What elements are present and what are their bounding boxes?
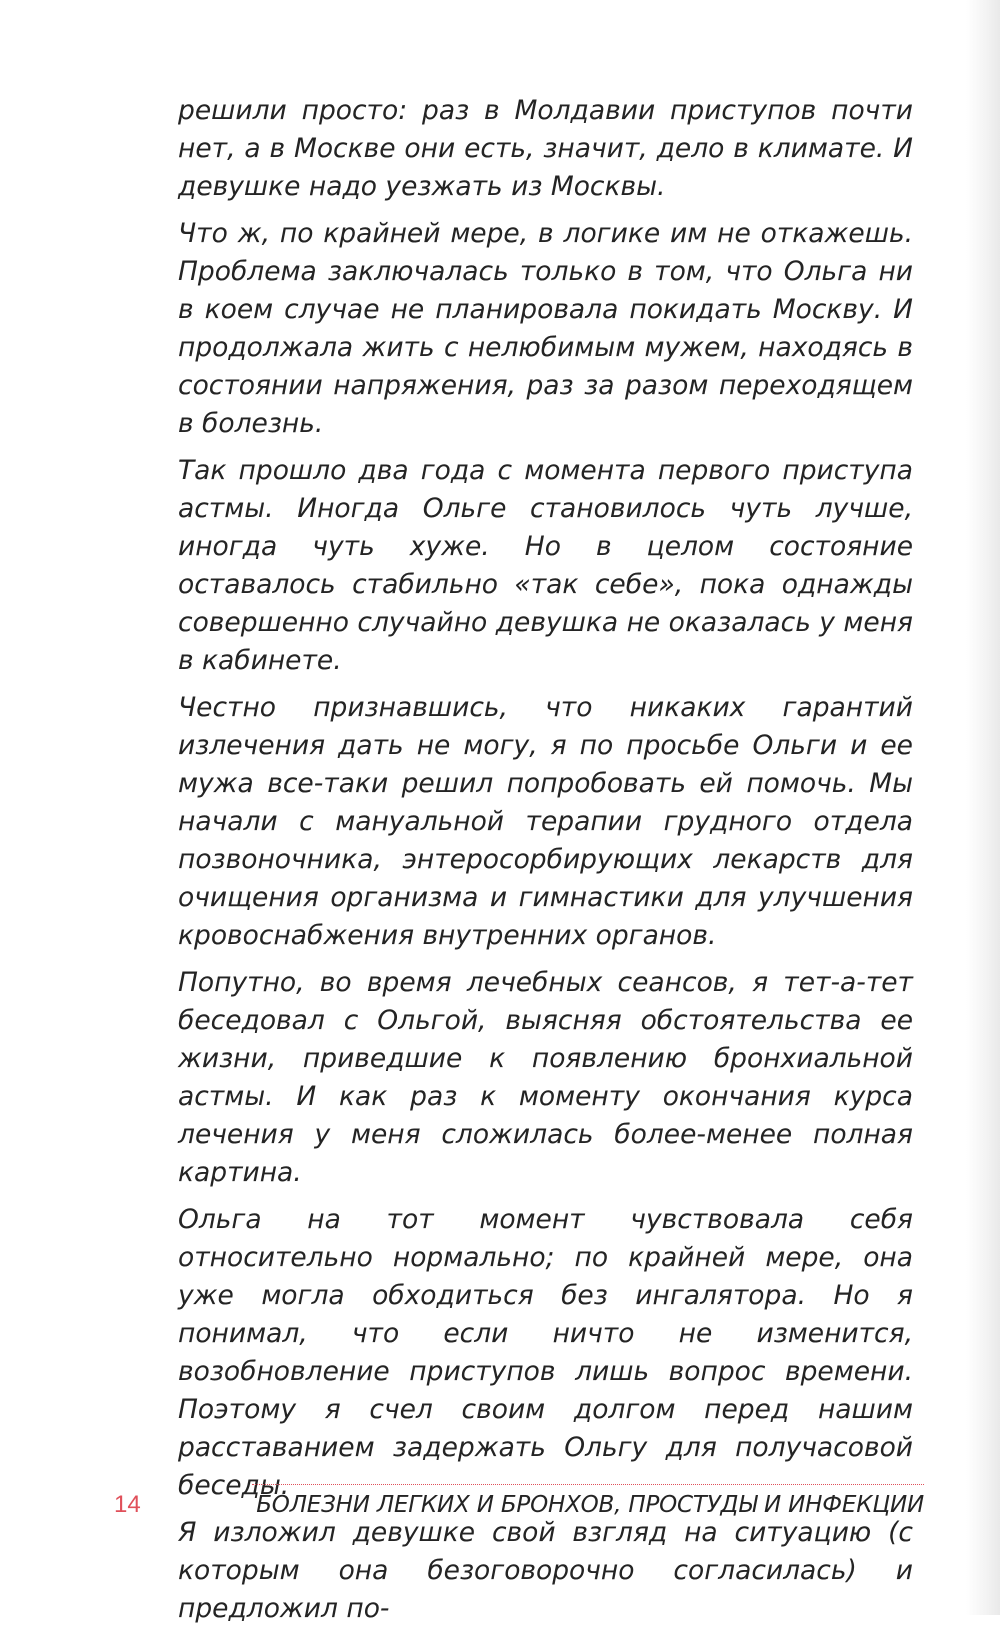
paragraph-3: Так прошло два года с момента первого приступа астмы. Иногда Ольге становилось чуть лучше, иногда чуть хуже. Но в целом состояние оставалось стабильно «так себе», пока однажды совершенно случайно девушка не оказалась у меня в кабинете. <box>178 455 913 676</box>
footer-divider <box>252 1484 924 1485</box>
page-edge-shadow <box>966 0 1000 1615</box>
paragraph-6: Ольга на тот момент чувствовала себя относительно нормально; по крайней мере, она уже могла обходиться без ингалятора. Но я понимал, что если ничто не изменится, возобновление приступов лишь вопрос времени. Поэтому я счел своим долгом перед нашим расставанием задержать Ольгу для получасовой беседы. <box>178 1204 913 1501</box>
running-title: БОЛЕЗНИ ЛЕГКИХ И БРОНХОВ, ПРОСТУДЫ И ИНФЕКЦИИ <box>256 1492 924 1518</box>
paragraph-1: решили просто: раз в Молдавии приступов почти нет, а в Москве они есть, значит, дело в климате. И девушке надо уезжать из Москвы. <box>178 95 913 202</box>
page-number: 14 <box>114 1491 141 1518</box>
paragraph-4: Честно признавшись, что никаких гарантий излечения дать не могу, я по просьбе Ольги и ее мужа все-таки решил попробовать ей помочь. Мы начали с мануальной терапии грудного отдела позвоночника, энтеросорбирующих лекарств для очищения организма и гимнастики для улучшения кровоснабжения внутренних органов. <box>178 692 913 951</box>
paragraph-7: Я изложил девушке свой взгляд на ситуацию (с которым она безоговорочно согласилась) и предложил по- <box>178 1517 913 1624</box>
paragraph-2: Что ж, по крайней мере, в логике им не откажешь. Проблема заключалась только в том, что Ольга ни в коем случае не планировала покидать Москву. И продолжала жить с нелюбимым мужем, находясь в состоянии напряжения, раз за разом переходящем в болезнь. <box>178 218 913 439</box>
paragraph-5: Попутно, во время лечебных сеансов, я тет-а-тет беседовал с Ольгой, выясняя обстоятельства ее жизни, приведшие к появлению бронхиальной астмы. И как раз к моменту окончания курса лечения у меня сложилась более-менее полная картина. <box>178 967 913 1188</box>
body-text <box>178 92 913 1637</box>
